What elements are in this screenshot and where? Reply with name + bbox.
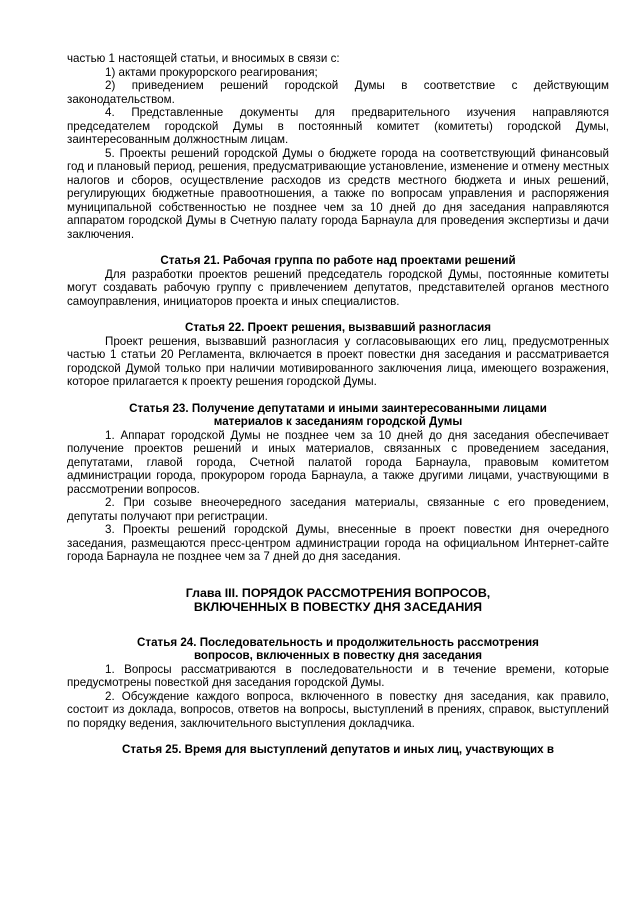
paragraph: 5. Проекты решений городской Думы о бюджете города на соответствующий финансовый год и плановый период, решения, предусматривающие установление, изменение и отмену местных налогов и сборов, осуществление расходов из средств местного бюджета и иных решений, регулирующих бюджетные правоотношения, а также по вопросам управления и распоряжения муниципальной собственностью не позднее чем за 10 дней до дня заседания направляются аппаратом городской Думы в Счетную палату города Барнаула для проведения экспертизы и дачи заключения. <box>67 146 609 241</box>
article-21-heading <box>67 254 609 268</box>
list-item: 1. Вопросы рассматриваются в последовательности и в течение времени, которые предусмотрены повесткой дня заседания городской Думы. <box>67 662 609 689</box>
article-title-line: Последовательность и продолжительность рассмотрения <box>199 635 539 649</box>
article-number: Статья 23. <box>129 401 189 415</box>
article-title-line: вопросов, включенных в повестку дня заседания <box>193 649 483 662</box>
article-title-line: материалов к заседаниям городской Думы <box>213 415 463 428</box>
chapter-3-heading <box>67 586 609 614</box>
article-25-heading <box>67 743 609 757</box>
article-24-heading <box>67 636 609 663</box>
article-title: Рабочая группа по работе над проектами решений <box>223 254 516 267</box>
article-number: Статья 25. <box>122 743 182 756</box>
list-item: 2) приведением решений городской Думы в соответствие с действующим законодательством. <box>67 79 609 106</box>
article-number: Статья 22. <box>185 321 245 334</box>
article-title-line: Получение депутатами и иными заинтересованными лицами <box>191 401 547 415</box>
list-item: 1) актами прокурорского реагирования; <box>105 65 318 79</box>
chapter-title-line: Глава III. ПОРЯДОК РАССМОТРЕНИЯ ВОПРОСОВ, <box>185 585 491 600</box>
list-item: 2. При созыве внеочередного заседания материалы, связанные с его проведением, депутаты получают при регистрации. <box>67 496 609 523</box>
paragraph: Для разработки проектов решений председатель городской Думы, постоянные комитеты могут создавать рабочую группу с привлечением депутатов, представителей органов местного самоуправления, инициаторов проекта и иных специалистов. <box>67 267 609 308</box>
article-number: Статья 21. <box>160 254 220 267</box>
chapter-title-line: ВКЛЮЧЕННЫХ В ПОВЕСТКУ ДНЯ ЗАСЕДАНИЯ <box>193 599 483 614</box>
article-number: Статья 24. <box>137 635 197 649</box>
list-item: 2. Обсуждение каждого вопроса, включенного в повестку дня заседания, как правило, состоит из доклада, вопросов, ответов на вопросы, выступлений в прениях, справок, выступлений по порядку ведения, заключительного выступления докладчика. <box>67 689 609 730</box>
article-title: Время для выступлений депутатов и иных лиц, участвующих в <box>184 743 554 756</box>
paragraph: 4. Представленные документы для предварительного изучения направляются председателем городской Думы в постоянный комитет (комитеты) городской Думы, заинтересованным должностным лицам. <box>67 106 609 146</box>
list-item: 1. Аппарат городской Думы не позднее чем за 10 дней до дня заседания обеспечивает получение проектов решений и иных материалов, связанных с проведением заседания, депутатами, главой города, Счетной палатой города Барнаула, правовым комитетом администрации города, прокурором города Барнаула, а также другими лицами, участвующими в рассмотрении вопросов. <box>67 428 609 496</box>
article-title: Проект решения, вызвавший разногласия <box>247 321 491 334</box>
paragraph: Проект решения, вызвавший разногласия у согласовывающих его лиц, предусмотренных частью 1 статьи 20 Регламента, включается в проект повестки дня заседания и рассматривается городской Думой только при наличии мотивированного заключения лица, имеющего возражения, которое прилагается к проекту решения городской Думы. <box>67 334 609 388</box>
paragraph: частью 1 настоящей статьи, и вносимых в связи с: <box>67 52 340 65</box>
article-23-heading <box>67 402 609 429</box>
article-22-heading <box>67 321 609 335</box>
list-item: 3. Проекты решений городской Думы, внесенные в проект повестки дня очередного заседания, размещаются пресс-центром администрации города на официальном Интернет-сайте города Барнаула не позднее чем за 7 дней до дня заседания. <box>67 523 609 563</box>
